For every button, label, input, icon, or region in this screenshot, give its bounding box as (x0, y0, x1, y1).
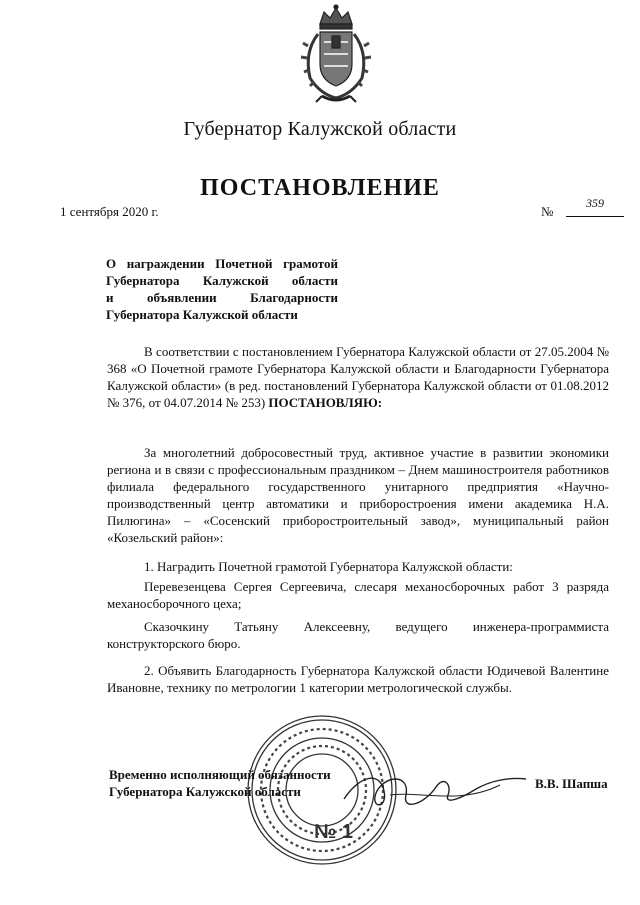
subject-line: О награждении Почетной грамотой (106, 256, 338, 271)
item-1-text: 1. Наградить Почетной грамотой Губернатора Калужской области: (144, 559, 513, 574)
document-date: 1 сентября 2020 г. (60, 204, 159, 219)
signatory-position-line-2: Губернатора Калужской области (109, 784, 301, 799)
svg-text:№ 1: № 1 (314, 821, 353, 843)
signatory-position-line-1: Временно исполняющий обязанности (109, 767, 331, 782)
issuer-title: Губернатор Калужской области (183, 118, 457, 140)
preamble-text: В соответствии с постановлением Губернатора Калужской области от 27.05.2004 № 368 «О Почетной грамоте Губернатора Калужской области и Благодарности Губернатора Калужской области» (в ред. постановлений Губернатора Калужской области от 01.08.2012 № 376, от 04.07.2014 № 253) (107, 344, 609, 410)
awardee-1-text: Перевезенцева Сергея Сергеевича, слесаря механосборочных работ 3 разряда механосборочного цеха; (107, 579, 609, 611)
awardee-2-text: Сказочкину Татьяну Алексеевну, ведущего инженера-программиста конструкторского бюро. (107, 619, 609, 651)
awardee-1 (107, 578, 609, 612)
subject-line: Губернатора Калужской области (106, 273, 338, 288)
document-number-line (566, 216, 624, 217)
document-number: 359 (586, 196, 604, 210)
decree-word: ПОСТАНОВЛЯЮ: (268, 395, 383, 410)
item-1 (107, 558, 609, 575)
handwritten-signature (340, 765, 530, 815)
item-2 (107, 662, 609, 696)
reason-paragraph (107, 444, 609, 546)
awardee-2 (107, 618, 609, 652)
item-2-text: 2. Объявить Благодарность Губернатора Калужской области Юдичевой Валентине Ивановне, технику по метрологии 1 категории метрологической службы. (107, 663, 609, 695)
reason-text: За многолетний добросовестный труд, активное участие в развитии экономики региона и в связи с профессиональным праздником – Днем машиностроителя работников филиала федерального государственного унитарного предприятия «Научно-производственный центр автоматики и приборостроения имени академика Н.А. Пилюгина» – «Сосенский приборостроительный завод», муниципальный район «Козельский район»: (107, 445, 609, 545)
subject-line: Губернатора Калужской области (106, 307, 298, 322)
document-type-heading: ПОСТАНОВЛЕНИЕ (200, 175, 440, 201)
subject-line: и объявлении Благодарности (106, 290, 338, 305)
document-number-label: № (541, 204, 554, 219)
coat-of-arms-emblem (296, 2, 376, 106)
signatory-name: В.В. Шапша (535, 776, 608, 791)
preamble-paragraph (107, 343, 609, 411)
